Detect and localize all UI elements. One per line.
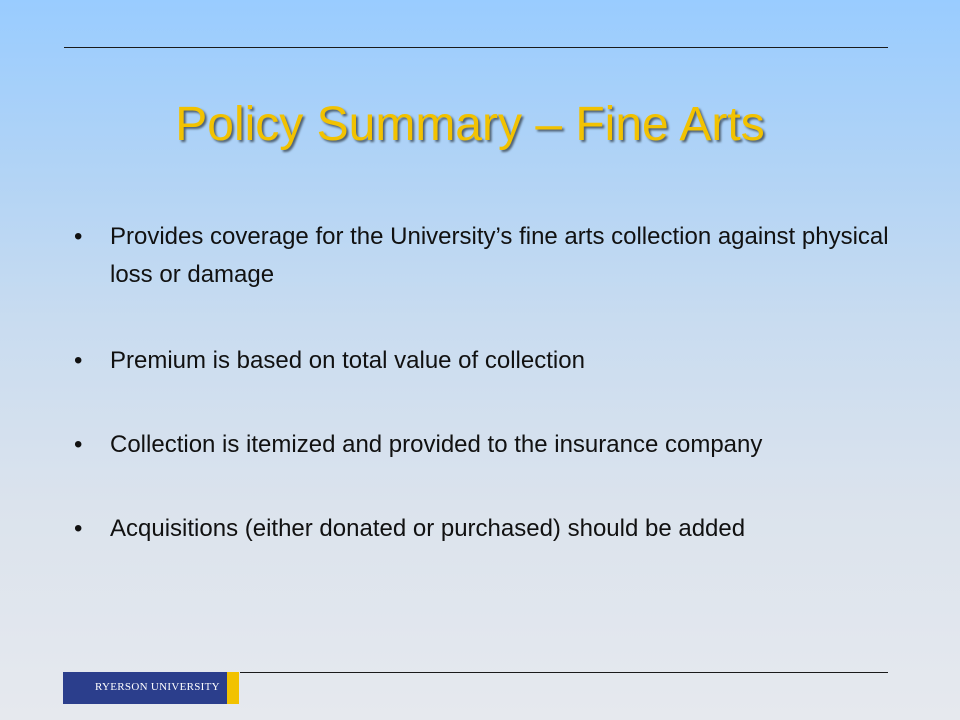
bullet-item (72, 218, 892, 294)
bottom-divider (240, 672, 888, 673)
top-divider (64, 47, 888, 48)
bullet-marker: • (74, 431, 83, 458)
bullet-item (72, 342, 892, 380)
slide-title: Policy Summary – Fine Arts (175, 98, 765, 151)
bullet-marker: • (74, 347, 83, 374)
bullet-marker: • (74, 515, 83, 542)
bullet-text: Premium is based on total value of collection (110, 347, 585, 374)
bullet-text: Acquisitions (either donated or purchased) should be added (110, 515, 746, 542)
bullet-item (72, 426, 892, 464)
bullet-list (72, 218, 892, 595)
logo-accent-stripe (227, 672, 239, 704)
bullet-text: Provides coverage for the University’s fine arts collection against physical loss or damage (110, 223, 889, 288)
bullet-text: Collection is itemized and provided to the insurance company (110, 431, 763, 458)
university-logo (63, 672, 239, 704)
bullet-marker: • (74, 223, 83, 250)
bullet-item (72, 510, 892, 548)
logo-text: RYERSON UNIVERSITY (95, 681, 220, 693)
